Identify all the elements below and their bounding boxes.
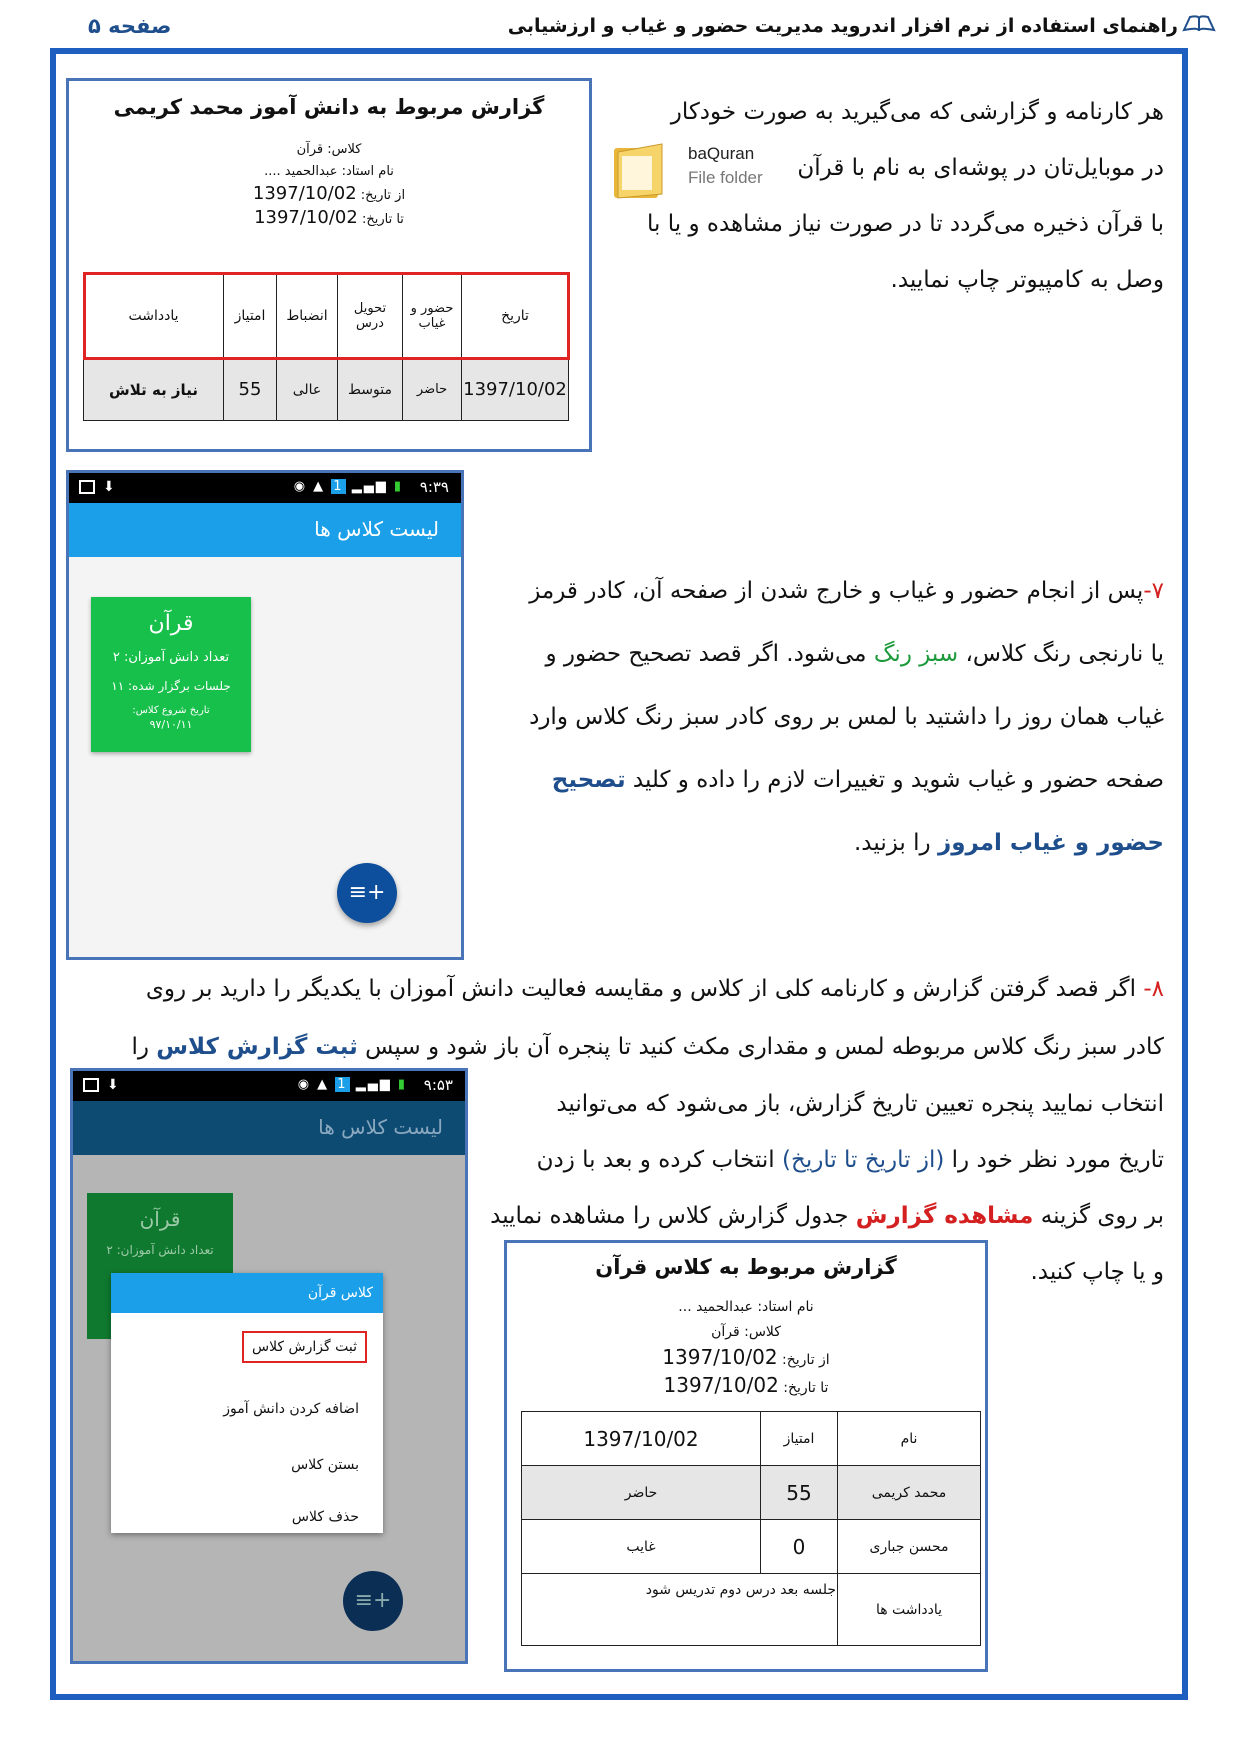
book-icon bbox=[1182, 14, 1216, 39]
report-from-line: از تاریخ: 1397/10/02 bbox=[252, 183, 406, 204]
menu-item-close-class[interactable]: بستن کلاس bbox=[291, 1457, 359, 1473]
playlist-add-icon: ≡+ bbox=[348, 880, 386, 905]
image-icon bbox=[83, 1078, 99, 1092]
status-bar bbox=[73, 1071, 465, 1101]
intro-line-3: با قرآن ذخیره می‌گردد تا در صورت نیاز مشاهده و یا با bbox=[647, 211, 1164, 237]
report-teacher-line: نام استاد: عبدالحمید .... bbox=[264, 164, 394, 179]
menu-item-add-student[interactable]: اضافه کردن دانش آموز bbox=[223, 1401, 359, 1417]
card-title: قرآن bbox=[139, 1207, 181, 1231]
app-bar bbox=[69, 503, 461, 557]
table-row: محسن جباری 0 غایب bbox=[522, 1520, 981, 1574]
class-report-meta bbox=[507, 1295, 985, 1401]
menu-item-register-report[interactable]: ثبت گزارش کلاس bbox=[242, 1331, 367, 1363]
app-bar bbox=[73, 1101, 465, 1155]
phone-screenshot-2 bbox=[70, 1068, 468, 1664]
col-score: امتیاز bbox=[224, 273, 277, 359]
card-title: قرآن bbox=[148, 611, 194, 636]
image-icon bbox=[79, 480, 95, 494]
playlist-add-icon: ≡+ bbox=[354, 1588, 392, 1613]
section-7-number: ۷- bbox=[1143, 578, 1164, 604]
report-class-line: کلاس: قرآن bbox=[711, 1324, 781, 1340]
card-start-date: ۹۷/۱۰/۱۱ bbox=[149, 718, 193, 731]
col-attendance: حضور و غیاب bbox=[403, 273, 462, 359]
download-icon: ⬇ bbox=[107, 1077, 119, 1093]
table-row: محمد کریمی 55 حاضر bbox=[522, 1466, 981, 1520]
col-date: تاریخ bbox=[462, 273, 569, 359]
document-header-title: راهنمای استفاده از نرم افزار اندروید مدیریت حضور و غیاب و ارزشیابی bbox=[508, 14, 1216, 39]
status-icons: ◉ ▲ 1 ▂▄▆ ▮ bbox=[297, 1077, 407, 1092]
folder-icon bbox=[612, 140, 668, 204]
page-number: صفحه ۵ bbox=[88, 14, 172, 38]
student-report-table bbox=[83, 272, 569, 421]
add-class-fab[interactable] bbox=[343, 1571, 403, 1631]
section-8-paragraph-side: انتخاب نمایید پنجره تعیین تاریخ گزارش، باز می‌شود که می‌توانید تاریخ مورد نظر خود را (از تاریخ تا تاریخ) انتخاب کرده و بعد با زدن بر روی گزینه مشاهده گزارش جدول گزارش کلاس را مشاهده نمایید و یا چاپ کنید. bbox=[490, 1091, 1164, 1285]
folder-item[interactable] bbox=[612, 140, 782, 202]
class-report-image bbox=[504, 1240, 988, 1672]
menu-item-delete-class[interactable]: حذف کلاس bbox=[291, 1509, 359, 1525]
student-report-meta bbox=[69, 139, 589, 231]
card-students: تعداد دانش آموزان: ۲ bbox=[106, 1243, 214, 1257]
app-bar-title: لیست کلاس ها bbox=[314, 517, 439, 541]
folder-name: baQuran bbox=[688, 144, 755, 163]
folder-type: File folder bbox=[688, 168, 763, 187]
status-bar bbox=[69, 473, 461, 503]
add-class-fab[interactable] bbox=[337, 863, 397, 923]
report-class-line: کلاس: قرآن bbox=[296, 142, 362, 157]
card-start-label: تاریخ شروع کلاس: bbox=[132, 705, 210, 716]
section-8-paragraph-top: ۸- اگر قصد گرفتن گزارش و کارنامه کلی از کلاس و مقایسه فعالیت دانش آموزان با یکدیگر را دارید بر روی کادر سبز رنگ کلاس مربوطه لمس و مقداری مکث کنید تا پنجره آن باز شود و سپس ثبت گزارش کلاس را bbox=[131, 976, 1164, 1060]
col-discipline: انضباط bbox=[277, 273, 338, 359]
phone-screenshot-1 bbox=[66, 470, 464, 960]
col-lesson: تحویل درس bbox=[338, 273, 403, 359]
status-time: ۹:۵۳ bbox=[423, 1076, 453, 1094]
table-header-row bbox=[84, 273, 569, 359]
class-report-title: گزارش مربوط به کلاس قرآن bbox=[595, 1255, 897, 1279]
status-icons: ◉ ▲ 1 ▂▄▆ ▮ bbox=[293, 479, 403, 494]
download-icon: ⬇ bbox=[103, 479, 115, 495]
menu-title: کلاس قرآن bbox=[111, 1273, 383, 1313]
card-students: تعداد دانش آموزان: ۲ bbox=[112, 650, 230, 665]
student-report-title: گزارش مربوط به دانش آموز محمد کریمی bbox=[113, 95, 545, 119]
class-card-quran[interactable] bbox=[91, 597, 251, 752]
section-7-paragraph: ۷-پس از انجام حضور و غیاب و خارج شدن از صفحه آن، کادر قرمز یا نارنجی رنگ کلاس، سبز رنگ می‌شود. اگر قصد تصحیح حضور و غیاب همان روز را داشتید با لمس بر روی کادر سبز رنگ کلاس وارد صفحه حضور و غیاب شوید و تغییرات لازم را داده و کلید تصحیح حضور و غیاب امروز را بزنید. bbox=[529, 578, 1164, 856]
report-teacher-line: نام استاد: عبدالحمید ... bbox=[678, 1299, 814, 1315]
intro-line-4: وصل به کامپیوتر چاپ نمایید. bbox=[890, 267, 1164, 293]
report-to-line: تا تاریخ: 1397/10/02 bbox=[663, 1373, 829, 1397]
class-report-table bbox=[521, 1411, 981, 1646]
table-row: 1397/10/02 حاضر متوسط عالی 55 نیاز به تلاش bbox=[84, 359, 569, 421]
status-time: ۹:۳۹ bbox=[419, 478, 449, 496]
report-from-line: از تاریخ: 1397/10/02 bbox=[662, 1345, 830, 1369]
student-report-image bbox=[66, 78, 592, 452]
report-to-line: تا تاریخ: 1397/10/02 bbox=[254, 207, 404, 228]
context-menu bbox=[111, 1273, 383, 1533]
intro-line-2: در موبایل‌تان در پوشه‌ای به نام با قرآن bbox=[797, 155, 1164, 181]
table-row-notes: یادداشت ها جلسه بعد درس دوم تدریس شود bbox=[522, 1574, 981, 1646]
card-sessions: جلسات برگزار شده: ۱۱ bbox=[111, 679, 231, 693]
table-header-row: نام امتیاز 1397/10/02 bbox=[522, 1412, 981, 1466]
col-notes: یادداشت bbox=[84, 273, 224, 359]
intro-line-1: هر کارنامه و گزارشی که می‌گیرید به صورت خودکار bbox=[670, 99, 1164, 125]
app-bar-title: لیست کلاس ها bbox=[318, 1115, 443, 1139]
